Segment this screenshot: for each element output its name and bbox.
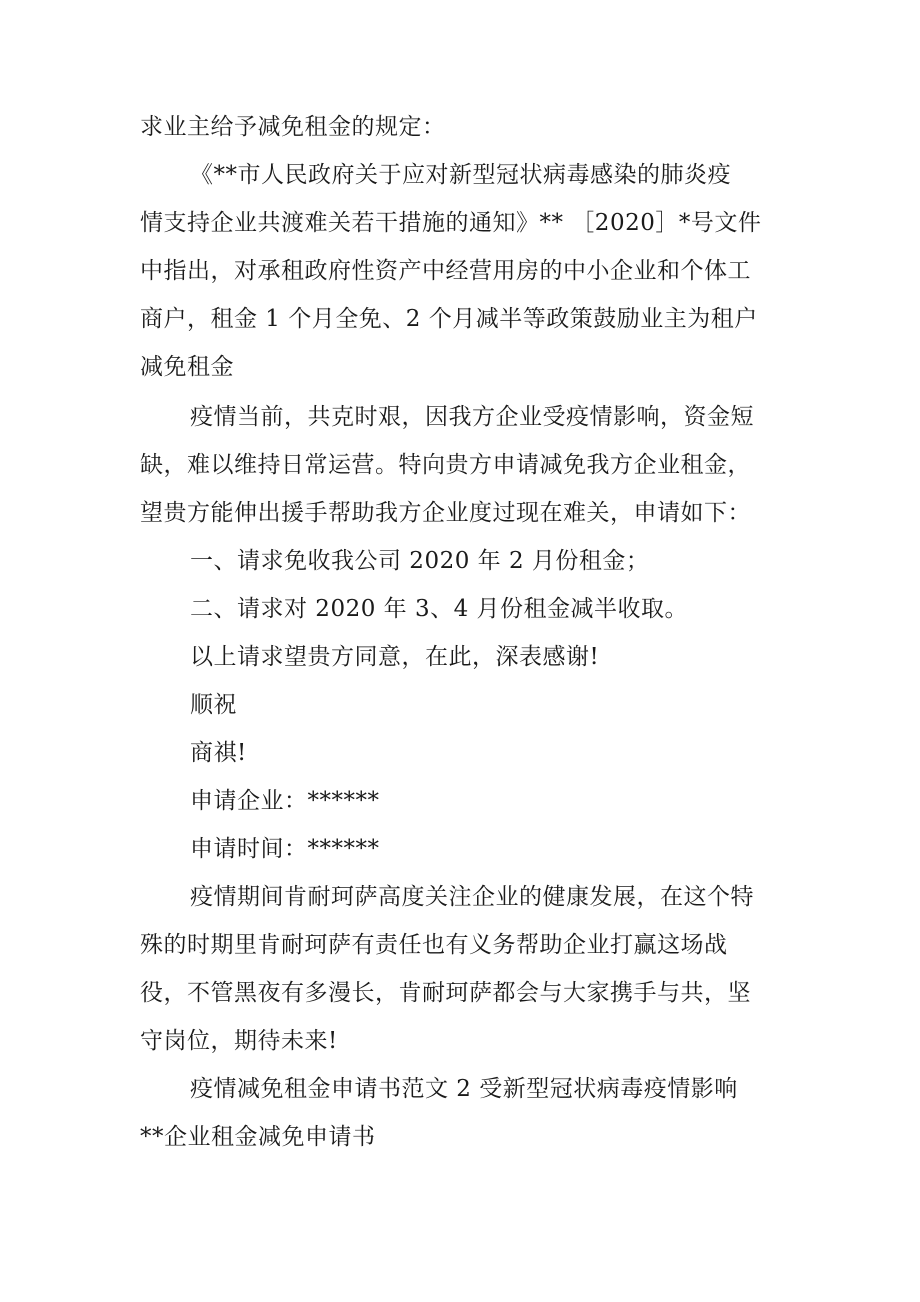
text-line: **企业租金减免申请书	[140, 1124, 376, 1150]
text-line: 减免租金	[140, 354, 234, 380]
text-line: 商祺!	[190, 740, 247, 766]
text-line: 一、请求免收我公司 2020 年 2 月份租金；	[190, 548, 650, 574]
text-line: 缺，难以维持日常运营。特向贵方申请减免我方企业租金，	[140, 452, 751, 478]
text-line: 情支持企业共渡难关若干措施的通知》** ［2020］*号文件	[140, 210, 762, 236]
text-line: 申请企业：******	[190, 788, 380, 814]
text-line: 二、请求对 2020 年 3、4 月份租金减半收取。	[190, 596, 689, 622]
text-line: 商户，租金 1 个月全免、2 个月减半等政策鼓励业主为租户	[140, 306, 758, 332]
text-line: 中指出，对承租政府性资产中经营用房的中小企业和个体工	[140, 258, 751, 284]
text-line: 疫情当前，共克时艰，因我方企业受疫情影响，资金短	[190, 404, 754, 430]
text-line: 疫情期间肯耐珂萨高度关注企业的健康发展，在这个特	[190, 884, 754, 910]
text-line: 疫情减免租金申请书范文 2 受新型冠状病毒疫情影响	[190, 1076, 738, 1102]
text-line: 《**市人民政府关于应对新型冠状病毒感染的肺炎疫	[190, 162, 731, 188]
text-line: 求业主给予减免租金的规定：	[140, 114, 446, 140]
text-line: 望贵方能伸出援手帮助我方企业度过现在难关，申请如下：	[140, 500, 751, 526]
text-line: 役，不管黑夜有多漫长，肯耐珂萨都会与大家携手与共，坚	[140, 980, 751, 1006]
text-line: 守岗位，期待未来!	[140, 1028, 338, 1054]
text-line: 申请时间：******	[190, 836, 380, 862]
text-line: 以上请求望贵方同意，在此，深表感谢!	[190, 644, 600, 670]
text-line: 顺祝	[190, 692, 237, 718]
text-line: 殊的时期里肯耐珂萨有责任也有义务帮助企业打赢这场战	[140, 932, 728, 958]
